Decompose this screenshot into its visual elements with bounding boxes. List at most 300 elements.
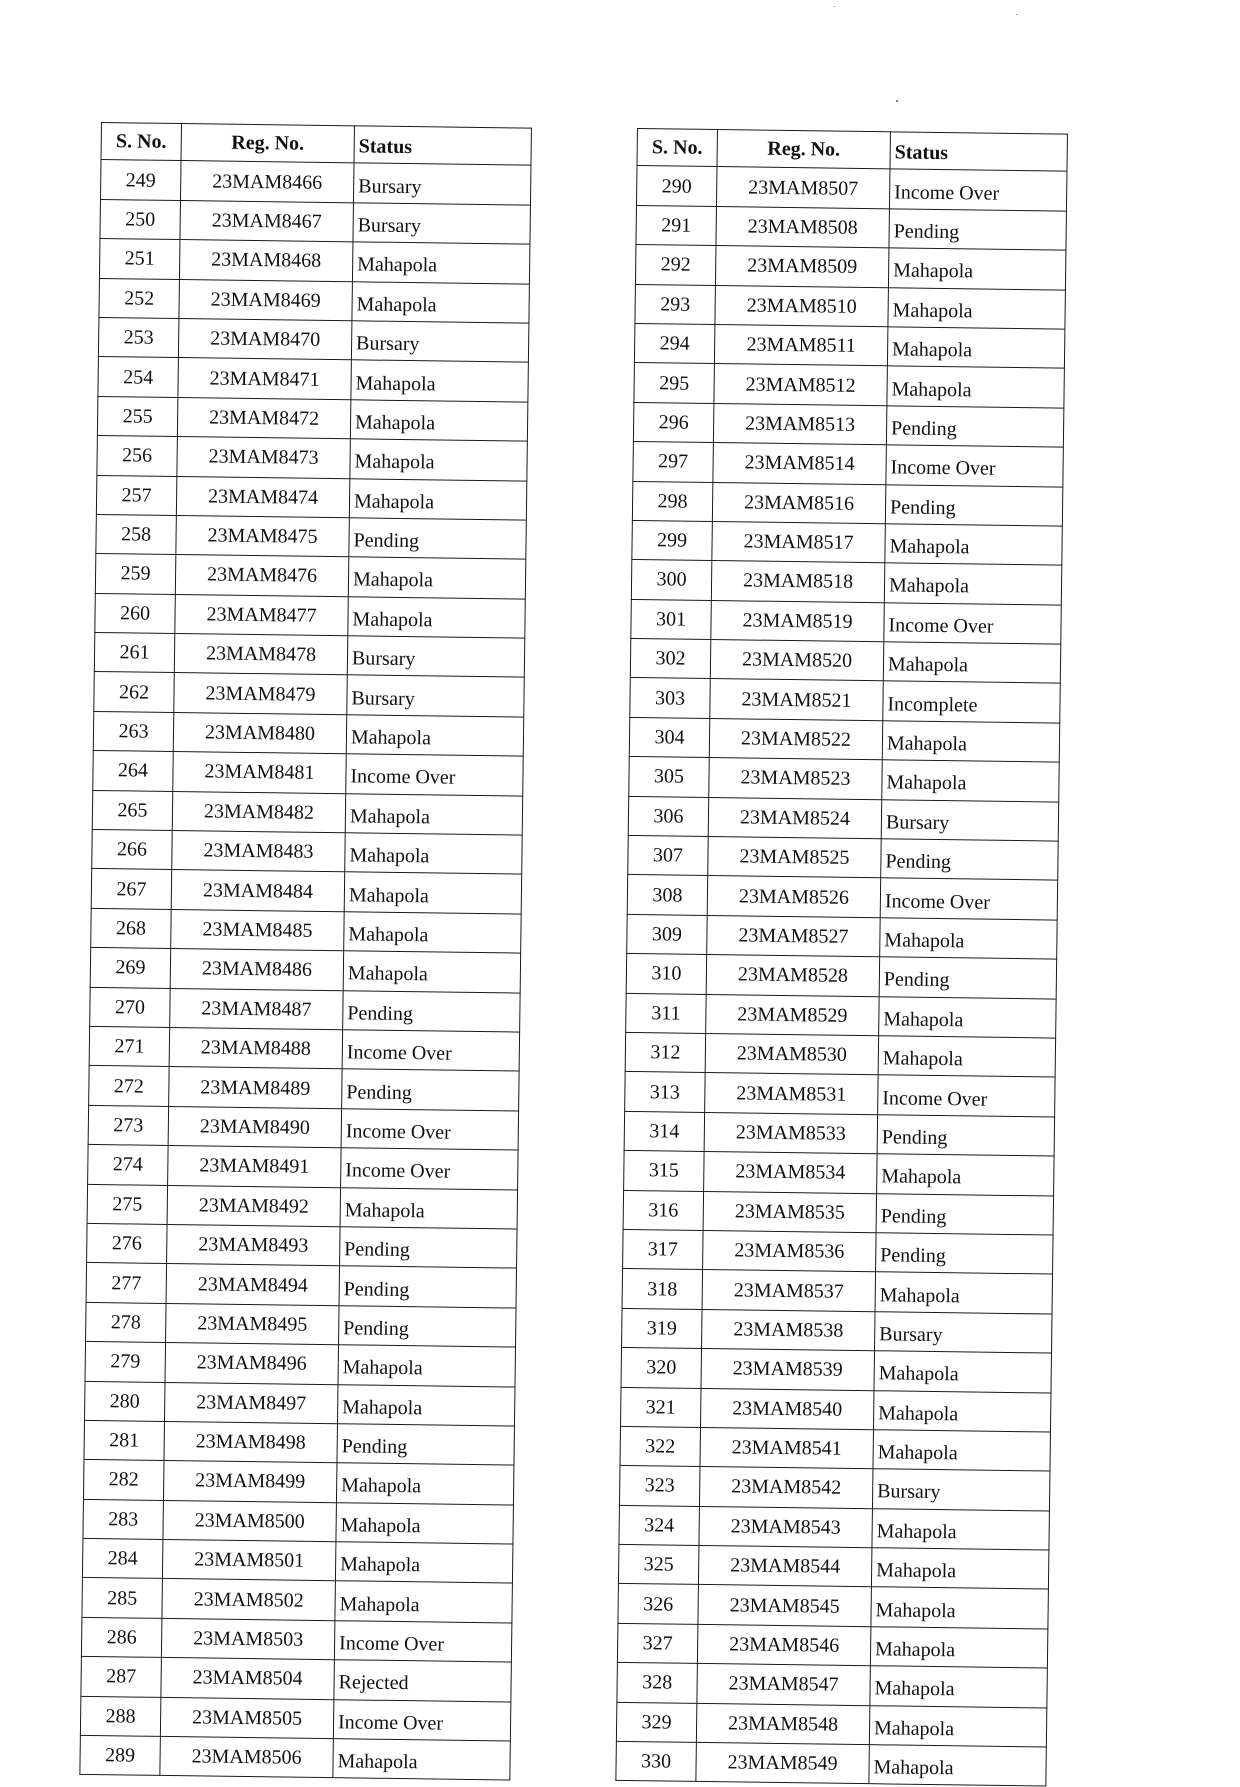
cell-reg-no: 23MAM8468 bbox=[179, 240, 353, 282]
table-row bbox=[629, 757, 1059, 802]
cell-status: Mahapola bbox=[345, 833, 523, 875]
cell-status: Bursary bbox=[875, 1311, 1053, 1353]
cell-status: Income Over bbox=[341, 1148, 519, 1190]
cell-status: Pending bbox=[886, 406, 1064, 448]
cell-status: Income Over bbox=[346, 754, 524, 796]
table-row bbox=[633, 442, 1063, 487]
cell-reg-no: 23MAM8490 bbox=[168, 1106, 342, 1148]
cell-sno: 286 bbox=[81, 1617, 162, 1657]
table-row bbox=[616, 1741, 1046, 1786]
cell-reg-no: 23MAM8519 bbox=[711, 600, 885, 642]
table-row bbox=[620, 1426, 1050, 1471]
cell-reg-no: 23MAM8539 bbox=[701, 1349, 875, 1391]
table-row bbox=[635, 245, 1065, 290]
table-row bbox=[89, 1066, 519, 1111]
cell-status: Pending bbox=[340, 1227, 518, 1269]
table-row bbox=[632, 481, 1062, 526]
cell-sno: 316 bbox=[623, 1190, 704, 1230]
table-row bbox=[625, 1032, 1055, 1077]
cell-sno: 291 bbox=[636, 205, 717, 245]
cell-reg-no: 23MAM8471 bbox=[178, 358, 352, 400]
table-row bbox=[80, 1735, 510, 1780]
cell-status: Mahapola bbox=[335, 1581, 513, 1623]
table-row bbox=[87, 1223, 517, 1268]
cell-sno: 260 bbox=[95, 593, 176, 633]
cell-sno: 258 bbox=[96, 514, 177, 554]
cell-sno: 265 bbox=[92, 790, 173, 830]
cell-status: Mahapola bbox=[349, 478, 527, 520]
cell-sno: 301 bbox=[631, 599, 712, 639]
cell-status: Mahapola bbox=[343, 951, 521, 993]
cell-status: Mahapola bbox=[348, 557, 526, 599]
cell-status: Mahapola bbox=[345, 793, 523, 835]
cell-sno: 326 bbox=[618, 1584, 699, 1624]
cell-reg-no: 23MAM8466 bbox=[180, 161, 354, 203]
cell-sno: 295 bbox=[634, 363, 715, 403]
cell-reg-no: 23MAM8475 bbox=[176, 515, 350, 557]
cell-sno: 283 bbox=[83, 1499, 164, 1539]
cell-sno: 310 bbox=[626, 954, 707, 994]
cell-sno: 282 bbox=[83, 1460, 164, 1500]
cell-status: Income Over bbox=[889, 169, 1067, 211]
cell-sno: 277 bbox=[86, 1263, 167, 1303]
cell-status: Mahapola bbox=[874, 1351, 1052, 1393]
cell-sno: 319 bbox=[622, 1308, 703, 1348]
cell-sno: 257 bbox=[96, 475, 177, 515]
cell-sno: 288 bbox=[80, 1696, 161, 1736]
cell-sno: 275 bbox=[87, 1184, 168, 1224]
cell-status: Mahapola bbox=[336, 1463, 514, 1505]
cell-status: Pending bbox=[339, 1305, 517, 1347]
cell-sno: 259 bbox=[95, 554, 176, 594]
cell-status: Mahapola bbox=[877, 1154, 1055, 1196]
cell-status: Mahapola bbox=[880, 918, 1058, 960]
cell-reg-no: 23MAM8491 bbox=[168, 1146, 342, 1188]
cell-status: Pending bbox=[876, 1193, 1054, 1235]
cell-sno: 273 bbox=[88, 1105, 169, 1145]
table-row bbox=[98, 357, 528, 402]
cell-reg-no: 23MAM8494 bbox=[166, 1264, 340, 1306]
table-row bbox=[636, 166, 1066, 211]
cell-status: Pending bbox=[339, 1266, 517, 1308]
cell-status: Mahapola bbox=[882, 760, 1060, 802]
cell-status: Mahapola bbox=[882, 721, 1060, 763]
cell-reg-no: 23MAM8509 bbox=[715, 246, 889, 288]
cell-status: Mahapola bbox=[869, 1705, 1047, 1747]
table-row bbox=[94, 633, 524, 678]
table-row bbox=[92, 829, 522, 874]
cell-reg-no: 23MAM8476 bbox=[175, 555, 349, 597]
cell-status: Bursary bbox=[881, 799, 1059, 841]
cell-reg-no: 23MAM8497 bbox=[164, 1382, 338, 1424]
cell-sno: 318 bbox=[622, 1269, 703, 1309]
table-row bbox=[95, 554, 525, 599]
cell-sno: 262 bbox=[94, 672, 175, 712]
cell-status: Mahapola bbox=[887, 366, 1065, 408]
table-row bbox=[616, 1702, 1046, 1747]
table-row bbox=[100, 160, 530, 205]
table-row bbox=[94, 672, 524, 717]
scan-speck bbox=[834, 6, 835, 7]
cell-sno: 305 bbox=[629, 757, 710, 797]
cell-reg-no: 23MAM8527 bbox=[707, 915, 881, 957]
table-row bbox=[89, 1026, 519, 1071]
cell-status: Pending bbox=[349, 518, 527, 560]
cell-status: Mahapola bbox=[348, 596, 526, 638]
cell-sno: 314 bbox=[624, 1111, 705, 1151]
cell-reg-no: 23MAM8537 bbox=[702, 1270, 876, 1312]
cell-status: Income Over bbox=[880, 878, 1058, 920]
cell-reg-no: 23MAM8545 bbox=[698, 1585, 872, 1627]
table-row bbox=[636, 205, 1066, 250]
cell-status: Pending bbox=[876, 1233, 1054, 1275]
table-header-row bbox=[637, 129, 1067, 172]
cell-status: Mahapola bbox=[870, 1627, 1048, 1669]
cell-reg-no: 23MAM8489 bbox=[169, 1067, 343, 1109]
cell-sno: 293 bbox=[635, 284, 716, 324]
table-row bbox=[82, 1538, 512, 1583]
cell-reg-no: 23MAM8488 bbox=[169, 1027, 343, 1069]
table-row bbox=[617, 1663, 1047, 1708]
cell-sno: 252 bbox=[99, 278, 180, 318]
cell-status: Pending bbox=[881, 839, 1059, 881]
cell-sno: 306 bbox=[628, 796, 709, 836]
cell-reg-no: 23MAM8499 bbox=[163, 1461, 337, 1503]
cell-sno: 303 bbox=[630, 678, 711, 718]
table-row bbox=[631, 560, 1061, 605]
table-row bbox=[627, 875, 1057, 920]
cell-reg-no: 23MAM8504 bbox=[161, 1658, 335, 1700]
cell-reg-no: 23MAM8541 bbox=[700, 1427, 874, 1469]
cell-sno: 292 bbox=[635, 245, 716, 285]
cell-sno: 253 bbox=[98, 317, 179, 357]
cell-sno: 304 bbox=[629, 717, 710, 757]
cell-sno: 276 bbox=[87, 1223, 168, 1263]
cell-sno: 294 bbox=[634, 323, 715, 363]
cell-reg-no: 23MAM8518 bbox=[711, 561, 885, 603]
cell-sno: 254 bbox=[98, 357, 179, 397]
cell-reg-no: 23MAM8535 bbox=[703, 1191, 877, 1233]
cell-reg-no: 23MAM8492 bbox=[167, 1185, 341, 1227]
table-row bbox=[91, 908, 521, 953]
cell-sno: 322 bbox=[620, 1426, 701, 1466]
cell-sno: 272 bbox=[89, 1066, 170, 1106]
cell-reg-no: 23MAM8496 bbox=[165, 1343, 339, 1385]
cell-sno: 268 bbox=[91, 908, 172, 948]
cell-sno: 251 bbox=[99, 239, 180, 279]
cell-sno: 300 bbox=[631, 560, 712, 600]
cell-reg-no: 23MAM8508 bbox=[716, 206, 890, 248]
cell-status: Mahapola bbox=[878, 1036, 1056, 1078]
cell-sno: 261 bbox=[94, 633, 175, 673]
table-row bbox=[633, 402, 1063, 447]
scan-speck bbox=[896, 100, 898, 102]
cell-status: Income Over bbox=[878, 1075, 1056, 1117]
cell-status: Mahapola bbox=[871, 1587, 1049, 1629]
scan-speck bbox=[1016, 14, 1017, 15]
cell-sno: 270 bbox=[90, 987, 171, 1027]
column-header-sno: S. No. bbox=[637, 129, 717, 167]
cell-reg-no: 23MAM8513 bbox=[713, 403, 887, 445]
cell-reg-no: 23MAM8495 bbox=[166, 1303, 340, 1345]
cell-reg-no: 23MAM8502 bbox=[162, 1579, 336, 1621]
table-row bbox=[624, 1151, 1054, 1196]
cell-sno: 279 bbox=[85, 1342, 166, 1382]
cell-reg-no: 23MAM8517 bbox=[712, 521, 886, 563]
cell-status: Mahapola bbox=[344, 912, 522, 954]
table-row bbox=[88, 1145, 518, 1190]
table-row bbox=[634, 323, 1064, 368]
column-header-reg: Reg. No. bbox=[181, 124, 354, 164]
table-row bbox=[80, 1696, 510, 1741]
table-row bbox=[83, 1460, 513, 1505]
table-row bbox=[93, 711, 523, 756]
cell-status: Mahapola bbox=[350, 400, 528, 442]
cell-status: Pending bbox=[889, 209, 1067, 251]
cell-reg-no: 23MAM8480 bbox=[173, 712, 347, 754]
cell-sno: 269 bbox=[90, 948, 171, 988]
cell-status: Mahapola bbox=[871, 1548, 1049, 1590]
cell-status: Rejected bbox=[334, 1660, 512, 1702]
table-row bbox=[84, 1420, 514, 1465]
table-row bbox=[626, 993, 1056, 1038]
cell-sno: 274 bbox=[88, 1145, 169, 1185]
cell-sno: 315 bbox=[624, 1151, 705, 1191]
column-header-status: Status bbox=[354, 126, 531, 166]
table-row bbox=[92, 790, 522, 835]
table-row bbox=[624, 1111, 1054, 1156]
column-header-reg: Reg. No. bbox=[717, 130, 890, 170]
cell-status: Mahapola bbox=[346, 715, 524, 757]
cell-status: Mahapola bbox=[885, 524, 1063, 566]
cell-sno: 255 bbox=[97, 396, 178, 436]
cell-status: Mahapola bbox=[869, 1745, 1047, 1787]
table-row bbox=[85, 1381, 515, 1426]
table-row bbox=[81, 1617, 511, 1662]
cell-status: Mahapola bbox=[883, 642, 1061, 684]
cell-reg-no: 23MAM8505 bbox=[160, 1697, 334, 1739]
cell-status: Bursary bbox=[347, 675, 525, 717]
cell-reg-no: 23MAM8521 bbox=[710, 679, 884, 721]
table-row bbox=[628, 835, 1058, 880]
cell-reg-no: 23MAM8542 bbox=[699, 1467, 873, 1509]
cell-reg-no: 23MAM8481 bbox=[173, 752, 347, 794]
table-row bbox=[95, 593, 525, 638]
cell-reg-no: 23MAM8501 bbox=[162, 1539, 336, 1581]
table-row bbox=[82, 1578, 512, 1623]
table-row bbox=[87, 1184, 517, 1229]
table-row bbox=[630, 678, 1060, 723]
table-row bbox=[635, 284, 1065, 329]
cell-sno: 290 bbox=[636, 166, 717, 206]
cell-reg-no: 23MAM8549 bbox=[696, 1742, 870, 1784]
table-row bbox=[619, 1505, 1049, 1550]
table-row bbox=[617, 1623, 1047, 1668]
cell-reg-no: 23MAM8525 bbox=[708, 837, 882, 879]
column-header-sno: S. No. bbox=[101, 123, 181, 161]
cell-sno: 307 bbox=[628, 835, 709, 875]
cell-reg-no: 23MAM8506 bbox=[160, 1736, 334, 1778]
cell-reg-no: 23MAM8544 bbox=[698, 1545, 872, 1587]
cell-sno: 317 bbox=[623, 1229, 704, 1269]
cell-reg-no: 23MAM8524 bbox=[708, 797, 882, 839]
cell-status: Mahapola bbox=[335, 1542, 513, 1584]
cell-reg-no: 23MAM8548 bbox=[696, 1703, 870, 1745]
cell-sno: 325 bbox=[618, 1544, 699, 1584]
cell-status: Bursary bbox=[353, 163, 531, 205]
table-row bbox=[91, 869, 521, 914]
cell-reg-no: 23MAM8470 bbox=[178, 318, 352, 360]
cell-reg-no: 23MAM8514 bbox=[713, 443, 887, 485]
cell-sno: 263 bbox=[93, 711, 174, 751]
cell-status: Mahapola bbox=[872, 1508, 1050, 1550]
table-row bbox=[81, 1657, 511, 1702]
table-row bbox=[622, 1308, 1052, 1353]
cell-status: Mahapola bbox=[337, 1384, 515, 1426]
cell-status: Mahapola bbox=[884, 563, 1062, 605]
cell-reg-no: 23MAM8473 bbox=[177, 437, 351, 479]
cell-status: Mahapola bbox=[873, 1430, 1051, 1472]
table-row bbox=[625, 1072, 1055, 1117]
cell-status: Income Over bbox=[886, 445, 1064, 487]
cell-status: Mahapola bbox=[340, 1187, 518, 1229]
cell-status: Income Over bbox=[341, 1108, 519, 1150]
cell-reg-no: 23MAM8528 bbox=[706, 955, 880, 997]
cell-sno: 250 bbox=[100, 199, 181, 239]
cell-sno: 299 bbox=[632, 520, 713, 560]
cell-sno: 313 bbox=[625, 1072, 706, 1112]
cell-status: Mahapola bbox=[344, 872, 522, 914]
cell-reg-no: 23MAM8522 bbox=[709, 718, 883, 760]
cell-sno: 327 bbox=[617, 1623, 698, 1663]
cell-reg-no: 23MAM8510 bbox=[715, 285, 889, 327]
cell-status: Pending bbox=[877, 1114, 1055, 1156]
cell-status: Bursary bbox=[347, 636, 525, 678]
cell-reg-no: 23MAM8507 bbox=[716, 167, 890, 209]
table-row bbox=[98, 317, 528, 362]
cell-reg-no: 23MAM8498 bbox=[164, 1421, 338, 1463]
cell-status: Bursary bbox=[353, 203, 531, 245]
cell-status: Mahapola bbox=[333, 1739, 511, 1781]
cell-sno: 298 bbox=[632, 481, 713, 521]
cell-reg-no: 23MAM8479 bbox=[174, 673, 348, 715]
cell-sno: 281 bbox=[84, 1420, 165, 1460]
cell-sno: 302 bbox=[630, 639, 711, 679]
cell-reg-no: 23MAM8523 bbox=[709, 758, 883, 800]
table-row bbox=[100, 199, 530, 244]
table-row bbox=[96, 514, 526, 559]
cell-sno: 271 bbox=[89, 1026, 170, 1066]
cell-sno: 284 bbox=[82, 1538, 163, 1578]
cell-reg-no: 23MAM8547 bbox=[697, 1664, 871, 1706]
cell-status: Mahapola bbox=[875, 1272, 1053, 1314]
cell-reg-no: 23MAM8485 bbox=[171, 909, 345, 951]
cell-reg-no: 23MAM8486 bbox=[170, 949, 344, 991]
column-header-status: Status bbox=[890, 132, 1067, 172]
cell-status: Mahapola bbox=[350, 439, 528, 481]
cell-sno: 249 bbox=[100, 160, 181, 200]
table-header-row bbox=[101, 123, 531, 166]
cell-status: Mahapola bbox=[887, 327, 1065, 369]
cell-sno: 267 bbox=[91, 869, 172, 909]
cell-sno: 328 bbox=[617, 1663, 698, 1703]
cell-sno: 285 bbox=[82, 1578, 163, 1618]
cell-sno: 287 bbox=[81, 1657, 162, 1697]
cell-reg-no: 23MAM8487 bbox=[170, 988, 344, 1030]
cell-sno: 266 bbox=[92, 829, 173, 869]
cell-sno: 329 bbox=[616, 1702, 697, 1742]
cell-reg-no: 23MAM8530 bbox=[705, 1033, 879, 1075]
table-row bbox=[99, 278, 529, 323]
table-row bbox=[623, 1190, 1053, 1235]
cell-sno: 321 bbox=[621, 1387, 702, 1427]
cell-status: Pending bbox=[337, 1424, 515, 1466]
cell-sno: 308 bbox=[627, 875, 708, 915]
table-row bbox=[623, 1229, 1053, 1274]
cell-status: Income Over bbox=[342, 1030, 520, 1072]
cell-reg-no: 23MAM8538 bbox=[702, 1309, 876, 1351]
table-row bbox=[622, 1269, 1052, 1314]
table-row bbox=[632, 520, 1062, 565]
cell-status: Pending bbox=[342, 1069, 520, 1111]
table-row bbox=[90, 948, 520, 993]
table-row bbox=[93, 751, 523, 796]
cell-reg-no: 23MAM8469 bbox=[179, 279, 353, 321]
cell-sno: 323 bbox=[619, 1466, 700, 1506]
cell-sno: 278 bbox=[86, 1302, 167, 1342]
table-row bbox=[630, 639, 1060, 684]
cell-reg-no: 23MAM8503 bbox=[161, 1618, 335, 1660]
table-row bbox=[619, 1466, 1049, 1511]
cell-status: Incomplete bbox=[883, 681, 1061, 723]
cell-reg-no: 23MAM8534 bbox=[704, 1152, 878, 1194]
cell-reg-no: 23MAM8500 bbox=[163, 1500, 337, 1542]
table-row bbox=[618, 1584, 1048, 1629]
cell-reg-no: 23MAM8511 bbox=[714, 324, 888, 366]
table-row bbox=[628, 796, 1058, 841]
table-row bbox=[626, 954, 1056, 999]
cell-reg-no: 23MAM8474 bbox=[176, 476, 350, 518]
cell-reg-no: 23MAM8516 bbox=[712, 482, 886, 524]
cell-sno: 296 bbox=[633, 402, 714, 442]
cell-status: Pending bbox=[343, 990, 521, 1032]
cell-status: Income Over bbox=[884, 602, 1062, 644]
cell-status: Mahapola bbox=[870, 1666, 1048, 1708]
cell-status: Mahapola bbox=[888, 248, 1066, 290]
cell-reg-no: 23MAM8483 bbox=[172, 831, 346, 873]
cell-status: Income Over bbox=[334, 1621, 512, 1663]
cell-reg-no: 23MAM8546 bbox=[697, 1624, 871, 1666]
table-row bbox=[629, 717, 1059, 762]
table-row bbox=[627, 914, 1057, 959]
status-table-left bbox=[79, 122, 532, 1781]
cell-sno: 280 bbox=[85, 1381, 166, 1421]
table-row bbox=[85, 1342, 515, 1387]
cell-status: Bursary bbox=[351, 321, 529, 363]
table-row bbox=[634, 363, 1064, 408]
cell-status: Mahapola bbox=[879, 996, 1057, 1038]
table-row bbox=[618, 1544, 1048, 1589]
status-table-right bbox=[615, 128, 1068, 1787]
table-row bbox=[96, 475, 526, 520]
cell-sno: 256 bbox=[97, 436, 178, 476]
table-row bbox=[90, 987, 520, 1032]
cell-reg-no: 23MAM8512 bbox=[714, 364, 888, 406]
table-row bbox=[631, 599, 1061, 644]
cell-reg-no: 23MAM8472 bbox=[177, 397, 351, 439]
table-row bbox=[83, 1499, 513, 1544]
cell-status: Mahapola bbox=[336, 1502, 514, 1544]
